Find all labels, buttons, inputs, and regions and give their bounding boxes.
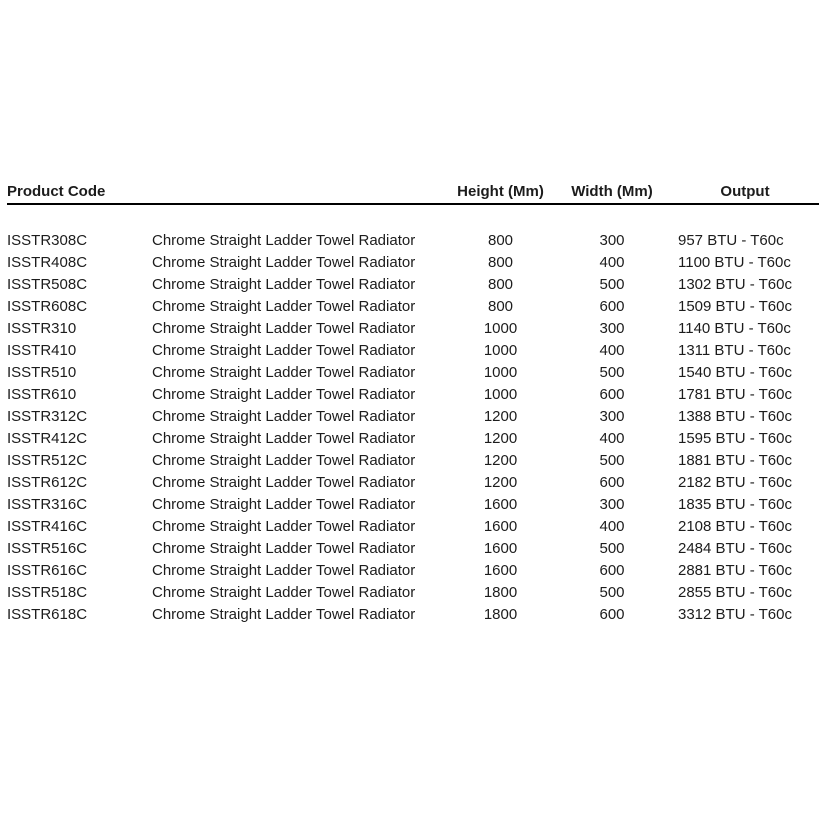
- product-code-cell: ISSTR518C: [7, 584, 88, 601]
- header-row: [7, 180, 819, 204]
- width-cell: 600: [599, 474, 625, 491]
- width-cell: 500: [599, 540, 625, 557]
- table-row: [7, 428, 819, 450]
- output-cell: 1509 BTU - T60c: [678, 298, 792, 315]
- height-cell: 1000: [483, 342, 518, 359]
- product-code-cell: ISSTR308C: [7, 232, 88, 249]
- product-code-cell: ISSTR408C: [7, 254, 88, 271]
- output-cell: 2108 BTU - T60c: [678, 518, 792, 535]
- product-code-cell: ISSTR412C: [7, 430, 88, 447]
- description-cell: Chrome Straight Ladder Towel Radiator: [152, 320, 416, 337]
- table-row: [7, 340, 819, 362]
- table-row: [7, 538, 819, 560]
- height-cell: 1000: [483, 320, 518, 337]
- product-code-cell: ISSTR510: [7, 364, 77, 381]
- product-code-cell: ISSTR410: [7, 342, 77, 359]
- product-code-cell: ISSTR610: [7, 386, 77, 403]
- table-row: [7, 362, 819, 384]
- description-cell: Chrome Straight Ladder Towel Radiator: [152, 254, 416, 271]
- column-header-description: [152, 180, 448, 204]
- product-code-cell: ISSTR508C: [7, 276, 88, 293]
- description-cell: Chrome Straight Ladder Towel Radiator: [152, 408, 416, 425]
- output-cell: 1388 BTU - T60c: [678, 408, 792, 425]
- description-cell: Chrome Straight Ladder Towel Radiator: [152, 474, 416, 491]
- height-cell: 800: [487, 254, 514, 271]
- width-cell: 400: [599, 518, 625, 535]
- output-cell: 2182 BTU - T60c: [678, 474, 792, 491]
- table-row: [7, 230, 819, 252]
- output-cell: 1540 BTU - T60c: [678, 364, 792, 381]
- table-row: [7, 406, 819, 428]
- product-code-cell: ISSTR416C: [7, 518, 88, 535]
- description-cell: Chrome Straight Ladder Towel Radiator: [152, 386, 416, 403]
- output-cell: 1100 BTU - T60c: [678, 254, 791, 271]
- description-cell: Chrome Straight Ladder Towel Radiator: [152, 562, 416, 579]
- product-code-cell: ISSTR312C: [7, 408, 88, 425]
- description-cell: Chrome Straight Ladder Towel Radiator: [152, 430, 416, 447]
- product-code-cell: ISSTR516C: [7, 540, 88, 557]
- width-cell: 600: [599, 562, 625, 579]
- width-cell: 400: [599, 430, 625, 447]
- description-cell: Chrome Straight Ladder Towel Radiator: [152, 584, 416, 601]
- description-cell: Chrome Straight Ladder Towel Radiator: [152, 298, 416, 315]
- height-cell: 1600: [483, 562, 518, 579]
- output-cell: 2484 BTU - T60c: [678, 540, 792, 557]
- output-cell: 3312 BTU - T60c: [678, 606, 792, 623]
- height-cell: 1800: [483, 606, 518, 623]
- description-cell: Chrome Straight Ladder Towel Radiator: [152, 364, 416, 381]
- width-cell: 500: [599, 276, 625, 293]
- table-row: [7, 516, 819, 538]
- description-cell: Chrome Straight Ladder Towel Radiator: [152, 276, 416, 293]
- height-cell: 1200: [483, 430, 518, 447]
- output-cell: 2881 BTU - T60c: [678, 562, 792, 579]
- width-cell: 300: [599, 496, 625, 513]
- table-row: [7, 494, 819, 516]
- height-cell: 1200: [483, 452, 518, 469]
- page: [0, 180, 821, 821]
- table-row: [7, 252, 819, 274]
- product-code-cell: ISSTR608C: [7, 298, 88, 315]
- height-cell: 1600: [483, 496, 518, 513]
- product-code-cell: ISSTR310: [7, 320, 77, 337]
- height-cell: 800: [487, 232, 514, 249]
- output-cell: 1781 BTU - T60c: [678, 386, 792, 403]
- output-cell: 1311 BTU - T60c: [678, 342, 791, 359]
- table-row: [7, 296, 819, 318]
- table-row: [7, 604, 819, 626]
- height-cell: 1800: [483, 584, 518, 601]
- output-cell: 1140 BTU - T60c: [678, 320, 791, 337]
- description-cell: Chrome Straight Ladder Towel Radiator: [152, 496, 416, 513]
- table-row: [7, 384, 819, 406]
- table-row: [7, 318, 819, 340]
- description-cell: Chrome Straight Ladder Towel Radiator: [152, 606, 416, 623]
- table-header: [7, 180, 819, 204]
- height-cell: 800: [487, 298, 514, 315]
- column-header-output: Output: [671, 180, 819, 204]
- output-cell: 957 BTU - T60c: [678, 232, 784, 249]
- product-code-cell: ISSTR612C: [7, 474, 88, 491]
- output-cell: 1302 BTU - T60c: [678, 276, 792, 293]
- output-cell: 1881 BTU - T60c: [678, 452, 792, 469]
- width-cell: 400: [599, 254, 625, 271]
- height-cell: 1600: [483, 540, 518, 557]
- table-body: [7, 204, 819, 626]
- description-cell: Chrome Straight Ladder Towel Radiator: [152, 518, 416, 535]
- description-cell: Chrome Straight Ladder Towel Radiator: [152, 452, 416, 469]
- table-row: [7, 472, 819, 494]
- product-table: [7, 180, 819, 626]
- width-cell: 300: [599, 232, 625, 249]
- table-row: [7, 582, 819, 604]
- height-cell: 1200: [483, 408, 518, 425]
- product-code-cell: ISSTR618C: [7, 606, 88, 623]
- description-cell: Chrome Straight Ladder Towel Radiator: [152, 540, 416, 557]
- height-cell: 1200: [483, 474, 518, 491]
- description-cell: Chrome Straight Ladder Towel Radiator: [152, 232, 416, 249]
- width-cell: 600: [599, 386, 625, 403]
- table-row: [7, 560, 819, 582]
- width-cell: 500: [599, 584, 625, 601]
- output-cell: 2855 BTU - T60c: [678, 584, 792, 601]
- product-code-cell: ISSTR616C: [7, 562, 88, 579]
- width-cell: 600: [599, 606, 625, 623]
- column-header-width: Width (Mm): [553, 180, 671, 204]
- width-cell: 500: [599, 452, 625, 469]
- width-cell: 500: [599, 364, 625, 381]
- height-cell: 1000: [483, 364, 518, 381]
- height-cell: 1600: [483, 518, 518, 535]
- table-row: [7, 450, 819, 472]
- width-cell: 400: [599, 342, 625, 359]
- output-cell: 1835 BTU - T60c: [678, 496, 792, 513]
- product-code-cell: ISSTR512C: [7, 452, 88, 469]
- column-header-height: Height (Mm): [448, 180, 553, 204]
- description-cell: Chrome Straight Ladder Towel Radiator: [152, 342, 416, 359]
- table-row: [7, 274, 819, 296]
- height-cell: 800: [487, 276, 514, 293]
- height-cell: 1000: [483, 386, 518, 403]
- column-header-product-code: Product Code: [7, 180, 152, 204]
- width-cell: 300: [599, 320, 625, 337]
- output-cell: 1595 BTU - T60c: [678, 430, 792, 447]
- product-code-cell: ISSTR316C: [7, 496, 88, 513]
- width-cell: 600: [599, 298, 625, 315]
- width-cell: 300: [599, 408, 625, 425]
